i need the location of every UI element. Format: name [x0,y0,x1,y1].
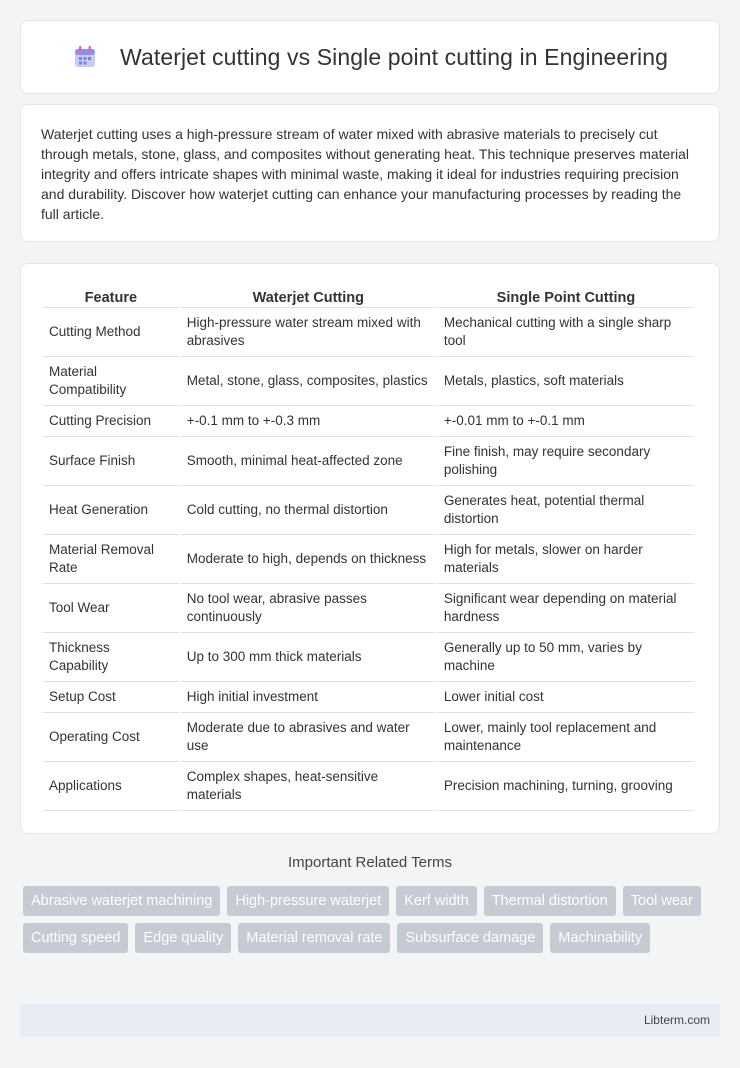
header-waterjet: Waterjet Cutting [181,284,436,308]
table-header-row [43,284,694,308]
feature-cell: Heat Generation [43,486,179,535]
table-row [43,713,694,762]
table-row [43,535,694,584]
waterjet-cell: +-0.1 mm to +-0.3 mm [181,406,436,437]
feature-cell: Setup Cost [43,682,179,713]
table-row [43,406,694,437]
waterjet-cell: Metal, stone, glass, composites, plastics [181,357,436,406]
table-row [43,633,694,682]
feature-cell: Applications [43,762,179,811]
related-term-tag[interactable]: High-pressure waterjet [227,886,389,916]
table-row [43,584,694,633]
waterjet-cell: No tool wear, abrasive passes continuously [181,584,436,633]
single-point-cell: Metals, plastics, soft materials [438,357,694,406]
waterjet-cell: Smooth, minimal heat-affected zone [181,437,436,486]
header-feature: Feature [43,284,179,308]
related-term-tag[interactable]: Kerf width [396,886,476,916]
single-point-cell: High for metals, slower on harder materials [438,535,694,584]
waterjet-cell: Moderate due to abrasives and water use [181,713,436,762]
feature-cell: Cutting Precision [43,406,179,437]
feature-cell: Surface Finish [43,437,179,486]
feature-cell: Thickness Capability [43,633,179,682]
related-term-tag[interactable]: Edge quality [135,923,231,953]
single-point-cell: Generates heat, potential thermal distortion [438,486,694,535]
waterjet-cell: High-pressure water stream mixed with abrasives [181,308,436,357]
calendar-icon [72,44,98,70]
waterjet-cell: Up to 300 mm thick materials [181,633,436,682]
table-row [43,308,694,357]
feature-cell: Tool Wear [43,584,179,633]
feature-cell: Material Removal Rate [43,535,179,584]
waterjet-cell: Complex shapes, heat-sensitive materials [181,762,436,811]
waterjet-cell: High initial investment [181,682,436,713]
header-single-point: Single Point Cutting [438,284,694,308]
related-term-tag[interactable]: Abrasive waterjet machining [23,886,220,916]
related-terms-title: Important Related Terms [288,854,452,871]
single-point-cell: Fine finish, may require secondary polishing [438,437,694,486]
related-term-tag[interactable]: Cutting speed [23,923,128,953]
feature-cell: Operating Cost [43,713,179,762]
single-point-cell: Lower, mainly tool replacement and maintenance [438,713,694,762]
comparison-table [41,284,696,811]
single-point-cell: Significant wear depending on material hardness [438,584,694,633]
table-row [43,762,694,811]
related-term-tag[interactable]: Tool wear [623,886,701,916]
footer [20,1004,720,1037]
page-title: Waterjet cutting vs Single point cutting in Engineering [119,43,668,70]
title-card [20,20,720,94]
footer-site-link[interactable]: Libterm.com [643,1013,710,1027]
related-term-tag[interactable]: Subsurface damage [397,923,543,953]
single-point-cell: +-0.01 mm to +-0.1 mm [438,406,694,437]
related-terms-list [23,886,723,960]
related-term-tag[interactable]: Thermal distortion [484,886,616,916]
table-row [43,357,694,406]
intro-card [20,104,720,242]
comparison-table-card [20,263,720,834]
single-point-cell: Mechanical cutting with a single sharp tool [438,308,694,357]
table-row [43,437,694,486]
intro-text: Waterjet cutting uses a high-pressure stream of water mixed with abrasive materials to precisely cut through metals, stone, glass, and composites without generating heat. This technique preserves material integrity and offers intricate shapes with minimal waste, making it ideal for industries requiring precision and durability. Discover how waterjet cutting can enhance your manufacturing processes by reading the full article. [41,126,689,222]
single-point-cell: Precision machining, turning, grooving [438,762,694,811]
single-point-cell: Lower initial cost [438,682,694,713]
waterjet-cell: Moderate to high, depends on thickness [181,535,436,584]
waterjet-cell: Cold cutting, no thermal distortion [181,486,436,535]
related-term-tag[interactable]: Material removal rate [238,923,390,953]
feature-cell: Material Compatibility [43,357,179,406]
table-row [43,486,694,535]
feature-cell: Cutting Method [43,308,179,357]
related-term-tag[interactable]: Machinability [550,923,650,953]
table-row [43,682,694,713]
single-point-cell: Generally up to 50 mm, varies by machine [438,633,694,682]
